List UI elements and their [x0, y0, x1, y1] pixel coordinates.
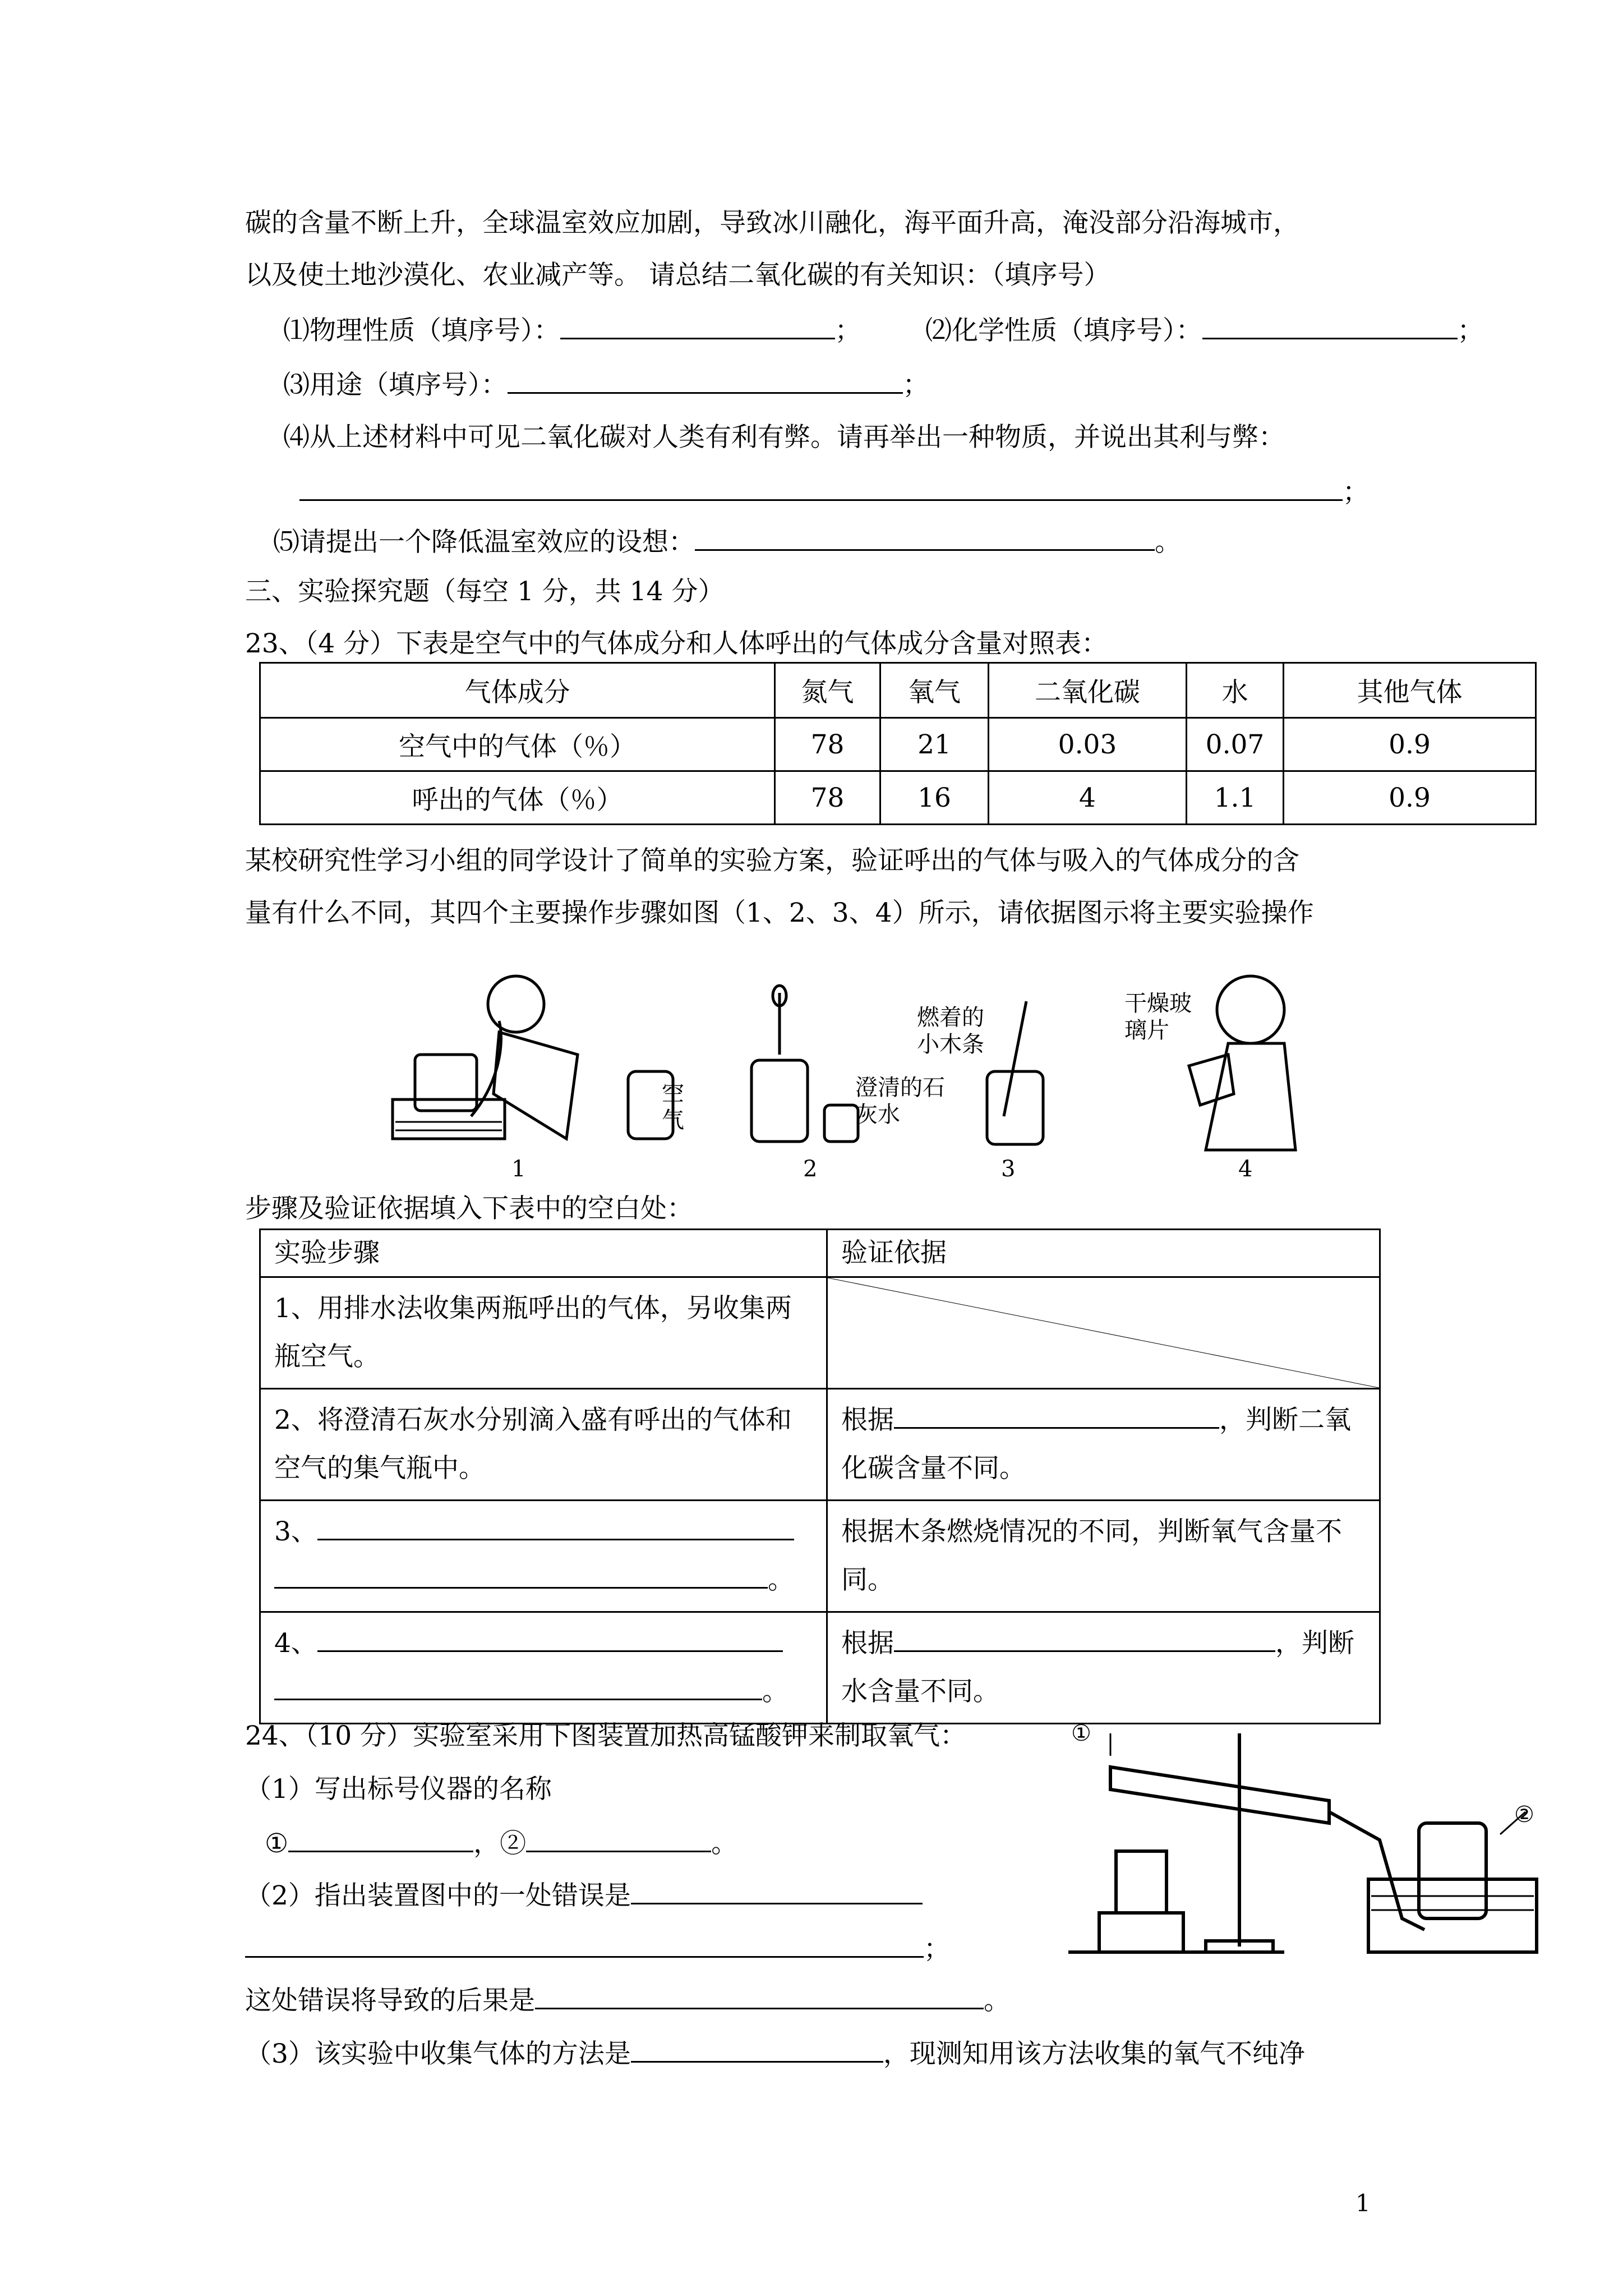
- gas-composition-table: [259, 662, 1537, 825]
- table-header-cell: 其他气体: [1284, 663, 1536, 718]
- semicolon: ；: [834, 315, 861, 346]
- q23-intro: 23、（4 分）下表是空气中的气体成分和人体呼出的气体成分含量对照表：: [245, 628, 1108, 659]
- experiment-steps-table: [259, 1228, 1381, 1724]
- table-cell: 0.03: [989, 718, 1187, 771]
- gas-bottle: [751, 1060, 808, 1142]
- figure-step-1: [387, 970, 701, 1156]
- wooden-block: [1099, 1913, 1183, 1952]
- answer-blank-consequence[interactable]: [535, 1983, 984, 2009]
- figure-number-2: 2: [803, 1156, 818, 1182]
- basis-text: 根据: [841, 1628, 894, 1659]
- table-cell: 16: [880, 771, 989, 825]
- period: 。: [762, 1676, 789, 1707]
- q24-intro: 24、（10 分）实验室采用下图装置加热高锰酸钾来制取氧气：: [245, 1720, 967, 1751]
- answer-blank-pros-cons[interactable]: [299, 475, 1343, 501]
- basis-text: ，判断二氧化碳含量不同。: [841, 1405, 1351, 1484]
- table-cell: 78: [775, 718, 880, 771]
- answer-blank-co2-basis[interactable]: [894, 1402, 1219, 1429]
- step-2-basis-cell: [827, 1389, 1380, 1501]
- table-header-cell: 气体成分: [260, 663, 775, 718]
- answer-blank-water-basis[interactable]: [894, 1626, 1275, 1652]
- label-limewater: 澄清的石灰水: [855, 1075, 945, 1128]
- table-cell: 0.9: [1284, 771, 1536, 825]
- table-row: [260, 1612, 1380, 1724]
- para-line-1: 碳的含量不断上升，全球温室效应加剧，导致冰川融化，海平面升高，淹没部分沿海城市，: [245, 208, 1299, 238]
- q23-text-1: 某校研究性学习小组的同学设计了简单的实验方案，验证呼出的气体与吸入的气体成分的含: [245, 845, 1299, 876]
- person-head: [1217, 976, 1284, 1043]
- period: 。: [984, 1985, 1010, 2016]
- label-burning-stick: 燃着的小木条: [917, 1005, 984, 1057]
- inverted-bottle: [415, 1055, 477, 1111]
- q24-consequence: [245, 1983, 1010, 2018]
- person-head: [488, 976, 544, 1032]
- question-chemical: [925, 313, 1484, 348]
- answer-blank-instrument-2[interactable]: [526, 1826, 711, 1852]
- question-uses-label: ⑶用途（填序号）：: [283, 370, 508, 401]
- answer-blank-physical[interactable]: [560, 313, 835, 339]
- semicolon: ；: [902, 370, 929, 401]
- label-air: 空气: [662, 1080, 684, 1133]
- period: 。: [768, 1565, 794, 1595]
- answer-blank-step-3a[interactable]: [317, 1514, 794, 1540]
- limewater-bottle: [824, 1105, 858, 1142]
- q23-text-2: 量有什么不同，其四个主要操作步骤如图（1、2、3、4）所示，请依据图示将主要实验操作: [245, 898, 1314, 928]
- q24-consequence-label: 这处错误将导致的后果是: [245, 1985, 535, 2016]
- answer-blank-error[interactable]: [631, 1878, 923, 1904]
- answer-blank-chemical[interactable]: [1202, 313, 1458, 339]
- answer-blank-collection-method[interactable]: [631, 2036, 883, 2063]
- question-pros-cons-answer: [299, 475, 1369, 509]
- q24-part-2-continued: [245, 1931, 950, 1966]
- answer-blank-idea[interactable]: [695, 524, 1155, 551]
- apparatus-mark-2: ②: [1514, 1802, 1534, 1828]
- question-uses: [283, 367, 929, 402]
- glass-pane: [1189, 1055, 1234, 1105]
- burning-stick: [1004, 1001, 1026, 1116]
- table-header-row: [260, 1230, 1380, 1277]
- table-cell: 4: [989, 771, 1187, 825]
- circled-1: ①: [265, 1828, 289, 1859]
- step-1-cell: 1、用排水法收集两瓶呼出的气体，另收集两瓶空气。: [260, 1277, 827, 1389]
- alcohol-lamp: [1116, 1851, 1166, 1913]
- semicolon: ；: [1343, 477, 1369, 508]
- question-idea: [273, 524, 1181, 559]
- diagonal-line: [828, 1278, 1379, 1388]
- question-physical: [283, 313, 861, 348]
- collecting-bottle: [1419, 1823, 1486, 1918]
- apparatus-mark-1: ①: [1071, 1720, 1091, 1746]
- step-1-basis-cell: [827, 1277, 1380, 1389]
- table-row: [260, 1277, 1380, 1389]
- q24-part-2: [245, 1878, 923, 1913]
- figure-number-4: 4: [1238, 1156, 1253, 1182]
- q24-instrument-names: [265, 1826, 737, 1861]
- water-trough: [393, 1099, 505, 1139]
- answer-blank-instrument-1[interactable]: [288, 1826, 473, 1852]
- q24-part-2-label: （2）指出装置图中的一处错误是: [245, 1880, 631, 1911]
- step-2-cell: 2、将澄清石灰水分别滴入盛有呼出的气体和空气的集气瓶中。: [260, 1389, 827, 1501]
- page-number: 1: [1355, 2189, 1371, 2217]
- table-cell: 空气中的气体（％）: [260, 718, 775, 771]
- q24-part-3: [245, 2036, 1305, 2071]
- table-header-cell: 验证依据: [827, 1230, 1380, 1277]
- table-cell: 呼出的气体（％）: [260, 771, 775, 825]
- answer-blank-step-3b[interactable]: [274, 1562, 768, 1589]
- table-cell: 78: [775, 771, 880, 825]
- answer-blank-step-4a[interactable]: [317, 1626, 783, 1652]
- table-row: [260, 1389, 1380, 1501]
- table-header-cell: 二氧化碳: [989, 663, 1187, 718]
- step-4-basis-cell: [827, 1612, 1380, 1724]
- gas-bottle: [987, 1071, 1043, 1144]
- table-row: [260, 718, 1536, 771]
- table-header-row: [260, 663, 1536, 718]
- answer-blank-uses[interactable]: [508, 367, 903, 394]
- label-dry-glass: 干燥玻璃片: [1124, 991, 1192, 1043]
- person-body: [1206, 1043, 1295, 1150]
- q24-part-3-label: （3）该实验中收集气体的方法是: [245, 2039, 631, 2069]
- para-line-2: 以及使土地沙漠化、农业减产等。 请总结二氧化碳的有关知识：（填序号）: [245, 260, 1110, 291]
- semicolon: ；: [924, 1934, 950, 1964]
- basis-text: 根据: [841, 1405, 894, 1435]
- step-number: 3、: [274, 1516, 317, 1547]
- question-idea-label: ⑸请提出一个降低温室效应的设想：: [273, 527, 695, 558]
- table-cell: 0.07: [1187, 718, 1284, 771]
- table-header-cell: 氧气: [880, 663, 989, 718]
- step-number: 4、: [274, 1628, 317, 1659]
- answer-blank-error-continued[interactable]: [245, 1931, 924, 1958]
- table-row: [260, 771, 1536, 825]
- circled-2: ，②: [473, 1828, 527, 1859]
- table-cell: 21: [880, 718, 989, 771]
- oxygen-apparatus-figure: [1066, 1717, 1548, 1963]
- period: 。: [1155, 527, 1181, 558]
- step-4-cell: [260, 1612, 827, 1724]
- table-row: [260, 1501, 1380, 1612]
- table-cell: 0.9: [1284, 718, 1536, 771]
- table-header-cell: 水: [1187, 663, 1284, 718]
- table-header-cell: 实验步骤: [260, 1230, 827, 1277]
- question-pros-cons: ⑷从上述材料中可见二氧化碳对人类有利有弊。请再举出一种物质，并说出其利与弊：: [283, 422, 1285, 453]
- test-tube: [1110, 1767, 1329, 1823]
- table-cell: 1.1: [1187, 771, 1284, 825]
- period: 。: [711, 1828, 738, 1859]
- step-3-cell: [260, 1501, 827, 1612]
- table-header-cell: 氮气: [775, 663, 880, 718]
- semicolon: ；: [1457, 315, 1484, 346]
- delivery-tube: [1329, 1812, 1424, 1930]
- q24-part-1: （1）写出标号仪器的名称: [245, 1774, 552, 1805]
- q23-text-3: 步骤及验证依据填入下表中的空白处：: [245, 1193, 693, 1224]
- question-chemical-label: ⑵化学性质（填序号）：: [925, 315, 1202, 346]
- figure-number-1: 1: [511, 1156, 526, 1182]
- answer-blank-step-4b[interactable]: [274, 1674, 762, 1700]
- section-heading: 三、实验探究题（每空 1 分，共 14 分）: [245, 576, 725, 607]
- step-3-basis-cell: 根据木条燃烧情况的不同，判断氧气含量不同。: [827, 1501, 1380, 1612]
- figure-number-3: 3: [1001, 1156, 1016, 1182]
- q24-part-3-continuation: ，现测知用该方法收集的氧气不纯净: [883, 2039, 1305, 2069]
- question-physical-label: ⑴物理性质（填序号）：: [283, 315, 560, 346]
- basis-text: ，判断水含量不同。: [841, 1628, 1354, 1707]
